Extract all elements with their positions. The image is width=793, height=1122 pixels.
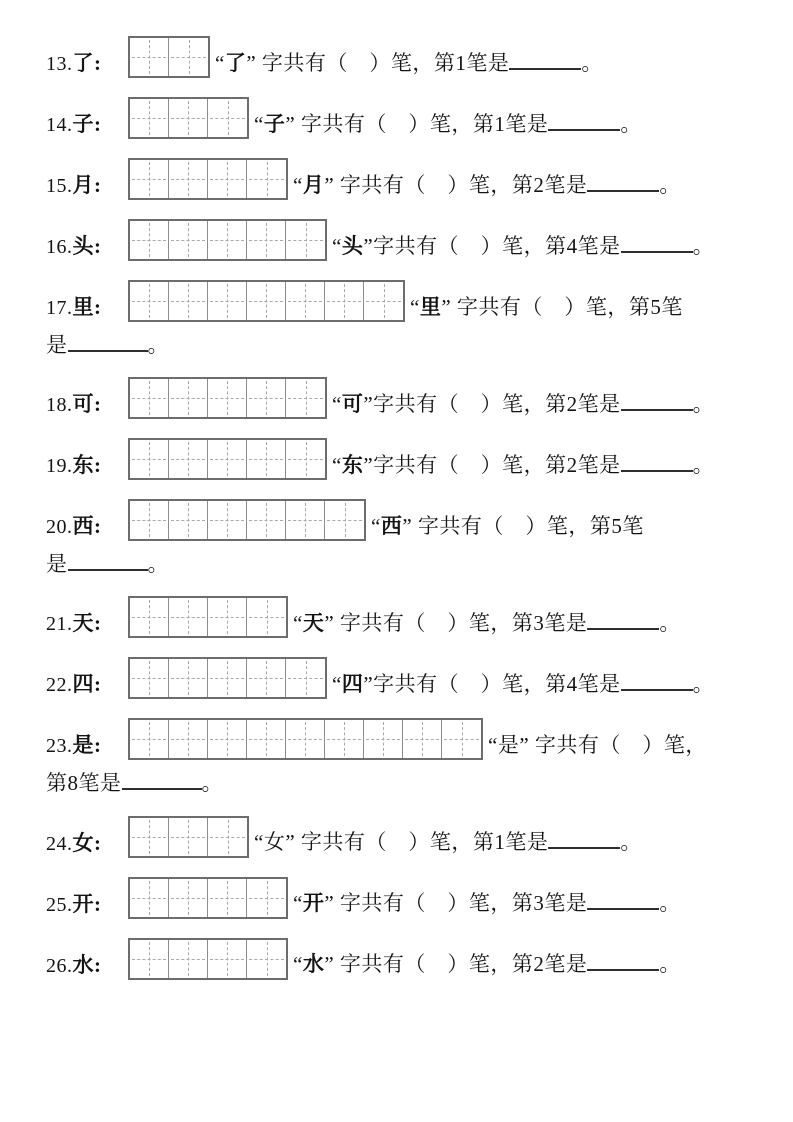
- exercise-number: 26.: [46, 954, 73, 977]
- exercise-row: [46, 280, 763, 358]
- close-quote: ”: [363, 233, 374, 258]
- answer-blank: [621, 465, 693, 472]
- exercise-line: [46, 280, 763, 322]
- question-body: 字共有（ ）笔，第4笔是: [373, 672, 621, 697]
- open-quote: “: [293, 172, 303, 197]
- exercise-character: 是: [72, 733, 94, 758]
- exercise-number: 13.: [46, 53, 73, 75]
- tianzige-box: [247, 160, 286, 198]
- tianzige-box: [169, 440, 208, 478]
- exercise-number: 17.: [46, 297, 73, 319]
- quoted-character: 四: [341, 672, 364, 697]
- quoted-character: 女: [263, 830, 286, 855]
- period: 。: [659, 172, 681, 197]
- exercise-label: [46, 453, 128, 480]
- tianzige-box: [130, 440, 169, 478]
- tianzige-box: [169, 598, 208, 636]
- tianzige-box: [130, 221, 169, 259]
- period: 。: [692, 392, 715, 416]
- question-text: [332, 392, 714, 419]
- tianzige-box: [208, 501, 247, 539]
- stroke-practice-grid: [128, 657, 327, 699]
- exercise-label: [46, 392, 128, 419]
- question-body: 字共有（ ）笔，第1笔是: [295, 830, 549, 855]
- exercise-row: [46, 97, 763, 139]
- tianzige-box: [208, 99, 247, 137]
- quoted-character: 里: [419, 294, 442, 319]
- period: 。: [692, 453, 715, 477]
- exercise-label: [46, 295, 128, 322]
- stroke-practice-grid: [128, 816, 249, 858]
- label-colon: :: [94, 830, 102, 855]
- tianzige-box: [169, 720, 208, 758]
- exercise-number: 24.: [46, 832, 73, 855]
- tianzige-box: [130, 879, 169, 917]
- exercise-number: 25.: [46, 893, 73, 916]
- tianzige-box: [169, 221, 208, 259]
- open-quote: “: [293, 891, 303, 916]
- exercise-character: 天: [72, 611, 94, 636]
- exercise-line: [46, 438, 763, 480]
- question-text: [254, 830, 642, 857]
- tianzige-box: [325, 501, 364, 539]
- period: 。: [692, 672, 715, 697]
- tianzige-box: [208, 379, 247, 417]
- exercise-character: 月: [72, 173, 94, 197]
- tianzige-box: [403, 720, 442, 758]
- answer-blank: [548, 124, 620, 131]
- question-text: [332, 672, 714, 699]
- answer-blank: [68, 564, 148, 571]
- tianzige-box: [247, 440, 286, 478]
- tianzige-box: [364, 720, 403, 758]
- close-quote: ”: [285, 830, 296, 855]
- exercise-number: 23.: [46, 735, 73, 758]
- tianzige-box: [286, 501, 325, 539]
- question-text: [332, 234, 714, 261]
- answer-blank: [548, 842, 620, 849]
- exercise-number: 22.: [46, 674, 73, 697]
- exercise-row: [46, 596, 763, 638]
- exercise-label: [46, 112, 128, 139]
- label-colon: :: [94, 672, 102, 697]
- exercise-character: 女: [72, 830, 94, 855]
- exercise-label: [46, 173, 128, 200]
- close-quote: ”: [285, 111, 296, 136]
- open-quote: “: [488, 733, 498, 758]
- tianzige-box: [208, 720, 247, 758]
- exercise-row: [46, 499, 763, 577]
- tianzige-box: [286, 379, 325, 417]
- question-body: 字共有（ ）笔，第2笔是: [334, 952, 588, 977]
- question-continuation: [46, 771, 763, 796]
- exercise-character: 开: [72, 891, 94, 916]
- quoted-character: 头: [341, 233, 364, 258]
- open-quote: “: [332, 672, 342, 697]
- stroke-practice-grid: [128, 438, 327, 480]
- tianzige-box: [208, 221, 247, 259]
- exercise-character: 西: [72, 514, 94, 539]
- open-quote: “: [215, 50, 225, 75]
- open-quote: “: [332, 453, 342, 477]
- open-quote: “: [332, 392, 342, 416]
- tianzige-box: [169, 160, 208, 198]
- exercise-character: 东: [72, 453, 94, 478]
- exercise-character: 可: [72, 392, 94, 417]
- tianzige-box: [364, 282, 403, 320]
- tianzige-box: [247, 598, 286, 636]
- exercise-number: 20.: [46, 516, 73, 539]
- exercise-line: [46, 877, 763, 919]
- close-quote: ”: [441, 294, 452, 319]
- period: 。: [692, 233, 715, 258]
- close-quote: ”: [324, 891, 335, 916]
- close-quote: ”: [519, 733, 530, 758]
- tianzige-box: [169, 379, 208, 417]
- label-colon: :: [94, 611, 102, 636]
- stroke-practice-grid: [128, 377, 327, 419]
- exercise-line: [46, 718, 763, 760]
- tianzige-box: [325, 720, 364, 758]
- exercise-line: [46, 377, 763, 419]
- exercise-number: 15.: [46, 175, 73, 197]
- close-quote: ”: [363, 453, 374, 477]
- question-body: 字共有（ ）笔，第5笔: [451, 294, 683, 319]
- quoted-character: 子: [263, 111, 286, 136]
- exercise-row: [46, 657, 763, 699]
- tianzige-box: [442, 720, 481, 758]
- exercise-number: 18.: [46, 394, 73, 417]
- close-quote: ”: [402, 514, 413, 538]
- quoted-character: 月: [302, 172, 325, 197]
- quoted-character: 了: [224, 50, 247, 75]
- tianzige-box: [286, 221, 325, 259]
- tianzige-box: [169, 282, 208, 320]
- tianzige-box: [208, 879, 247, 917]
- tianzige-box: [286, 659, 325, 697]
- stroke-practice-grid: [128, 499, 366, 541]
- tianzige-box: [247, 940, 286, 978]
- period: 。: [581, 50, 603, 75]
- answer-blank: [68, 345, 148, 352]
- quoted-character: 可: [341, 392, 364, 416]
- exercise-label: [46, 234, 128, 261]
- question-continuation: [46, 552, 763, 577]
- tianzige-box: [130, 38, 169, 76]
- label-colon: :: [94, 514, 102, 539]
- exercise-character: 了: [72, 51, 94, 75]
- answer-blank: [621, 684, 693, 691]
- label-colon: :: [94, 51, 102, 75]
- exercise-line: [46, 158, 763, 200]
- tianzige-box: [247, 879, 286, 917]
- exercise-label: [46, 733, 128, 760]
- question-body: 字共有（ ）笔，第2笔是: [373, 453, 621, 477]
- tianzige-box: [130, 282, 169, 320]
- label-colon: :: [94, 234, 102, 258]
- exercise-line: [46, 938, 763, 980]
- exercise-row: [46, 158, 763, 200]
- exercise-number: 16.: [46, 236, 73, 258]
- exercise-line: [46, 816, 763, 858]
- exercise-label: [46, 672, 128, 699]
- quoted-character: 天: [302, 611, 325, 636]
- tianzige-box: [247, 221, 286, 259]
- exercise-character: 水: [72, 952, 94, 977]
- question-text: [293, 952, 681, 979]
- label-colon: :: [94, 453, 102, 478]
- exercise-character: 头: [72, 234, 94, 258]
- answer-blank: [621, 404, 693, 411]
- continuation-text: 是: [46, 552, 68, 577]
- question-body: 字共有（ ）笔，第1笔是: [256, 50, 510, 75]
- quoted-character: 西: [380, 514, 403, 538]
- open-quote: “: [254, 111, 264, 136]
- exercise-line: [46, 657, 763, 699]
- stroke-practice-grid: [128, 158, 288, 200]
- exercise-label: [46, 514, 128, 541]
- period: 。: [620, 830, 642, 855]
- stroke-practice-grid: [128, 97, 249, 139]
- tianzige-box: [247, 282, 286, 320]
- label-colon: :: [94, 891, 102, 916]
- answer-blank: [509, 63, 581, 70]
- exercise-label: [46, 831, 128, 858]
- tianzige-box: [208, 940, 247, 978]
- tianzige-box: [130, 160, 169, 198]
- close-quote: ”: [324, 611, 335, 636]
- exercise-character: 里: [72, 295, 94, 319]
- continuation-text: 是: [46, 333, 68, 357]
- tianzige-box: [325, 282, 364, 320]
- label-colon: :: [94, 112, 102, 136]
- tianzige-box: [169, 940, 208, 978]
- tianzige-box: [169, 818, 208, 856]
- stroke-practice-grid: [128, 280, 405, 322]
- quoted-character: 开: [302, 891, 325, 916]
- question-text: [293, 891, 681, 918]
- question-text: [254, 112, 642, 139]
- answer-blank: [587, 903, 659, 910]
- question-body: 字共有（ ）笔，第4笔是: [373, 233, 621, 258]
- tianzige-box: [247, 659, 286, 697]
- tianzige-box: [286, 282, 325, 320]
- tianzige-box: [247, 501, 286, 539]
- exercise-row: [46, 438, 763, 480]
- open-quote: “: [293, 611, 303, 636]
- exercise-row: [46, 718, 763, 796]
- close-quote: ”: [363, 392, 374, 416]
- tianzige-box: [130, 379, 169, 417]
- tianzige-box: [169, 659, 208, 697]
- stroke-practice-grid: [128, 877, 288, 919]
- tianzige-box: [286, 720, 325, 758]
- period: 。: [147, 552, 169, 577]
- exercise-line: [46, 499, 763, 541]
- exercise-character: 四: [72, 672, 94, 697]
- exercise-row: [46, 219, 763, 261]
- exercise-label: [46, 892, 128, 919]
- exercise-number: 14.: [46, 114, 73, 136]
- tianzige-box: [247, 720, 286, 758]
- stroke-practice-grid: [128, 938, 288, 980]
- stroke-practice-grid: [128, 36, 210, 78]
- tianzige-box: [130, 598, 169, 636]
- stroke-practice-grid: [128, 718, 483, 760]
- tianzige-box: [169, 879, 208, 917]
- tianzige-box: [208, 440, 247, 478]
- close-quote: ”: [363, 672, 374, 697]
- tianzige-box: [286, 440, 325, 478]
- tianzige-box: [130, 99, 169, 137]
- tianzige-box: [208, 282, 247, 320]
- open-quote: “: [254, 830, 264, 855]
- tianzige-box: [208, 598, 247, 636]
- label-colon: :: [94, 733, 102, 758]
- exercise-row: [46, 816, 763, 858]
- label-colon: :: [94, 173, 102, 197]
- tianzige-box: [247, 379, 286, 417]
- tianzige-box: [130, 818, 169, 856]
- question-text: [293, 173, 681, 200]
- period: 。: [659, 952, 681, 977]
- question-text: [215, 51, 603, 78]
- stroke-practice-grid: [128, 596, 288, 638]
- open-quote: “: [410, 294, 420, 319]
- close-quote: ”: [324, 952, 335, 977]
- exercise-label: [46, 953, 128, 980]
- question-body: 字共有（ ）笔，第5笔: [412, 514, 644, 538]
- continuation-text: 第8笔是: [46, 771, 122, 796]
- exercise-line: [46, 596, 763, 638]
- quoted-character: 水: [302, 952, 325, 977]
- open-quote: “: [371, 514, 381, 538]
- open-quote: “: [293, 952, 303, 977]
- tianzige-box: [169, 99, 208, 137]
- period: 。: [659, 891, 681, 916]
- question-text: [410, 295, 683, 322]
- question-text: [293, 611, 681, 638]
- period: 。: [147, 333, 169, 357]
- question-text: [332, 453, 714, 480]
- tianzige-box: [208, 160, 247, 198]
- tianzige-box: [130, 720, 169, 758]
- stroke-practice-grid: [128, 219, 327, 261]
- exercise-line: [46, 219, 763, 261]
- period: 。: [659, 611, 681, 636]
- exercise-line: [46, 97, 763, 139]
- exercise-label: [46, 51, 128, 78]
- quoted-character: 东: [341, 453, 364, 477]
- tianzige-box: [130, 659, 169, 697]
- exercise-row: [46, 938, 763, 980]
- label-colon: :: [94, 295, 102, 319]
- tianzige-box: [130, 940, 169, 978]
- tianzige-box: [208, 659, 247, 697]
- tianzige-box: [208, 818, 247, 856]
- label-colon: :: [94, 392, 102, 417]
- exercise-number: 21.: [46, 613, 73, 636]
- exercise-row: [46, 877, 763, 919]
- question-body: 字共有（ ）笔，第1笔是: [295, 111, 549, 136]
- answer-blank: [587, 964, 659, 971]
- question-body: 字共有（ ）笔，第2笔是: [334, 172, 588, 197]
- answer-blank: [587, 185, 659, 192]
- tianzige-box: [130, 501, 169, 539]
- period: 。: [201, 771, 223, 796]
- question-text: [488, 733, 707, 760]
- answer-blank: [587, 623, 659, 630]
- question-continuation: [46, 333, 763, 358]
- exercise-line: [46, 36, 763, 78]
- exercise-label: [46, 611, 128, 638]
- close-quote: ”: [246, 50, 257, 75]
- close-quote: ”: [324, 172, 335, 197]
- question-body: 字共有（ ）笔，: [529, 733, 707, 758]
- answer-blank: [122, 783, 202, 790]
- label-colon: :: [94, 952, 102, 977]
- exercise-row: [46, 377, 763, 419]
- question-body: 字共有（ ）笔，第2笔是: [373, 392, 621, 416]
- tianzige-box: [169, 501, 208, 539]
- exercise-number: 19.: [46, 455, 73, 478]
- exercise-character: 子: [72, 112, 94, 136]
- tianzige-box: [169, 38, 208, 76]
- exercise-row: [46, 36, 763, 78]
- period: 。: [620, 111, 642, 136]
- quoted-character: 是: [497, 733, 520, 758]
- open-quote: “: [332, 233, 342, 258]
- question-body: 字共有（ ）笔，第3笔是: [334, 611, 588, 636]
- question-text: [371, 514, 644, 541]
- question-body: 字共有（ ）笔，第3笔是: [334, 891, 588, 916]
- answer-blank: [621, 246, 693, 253]
